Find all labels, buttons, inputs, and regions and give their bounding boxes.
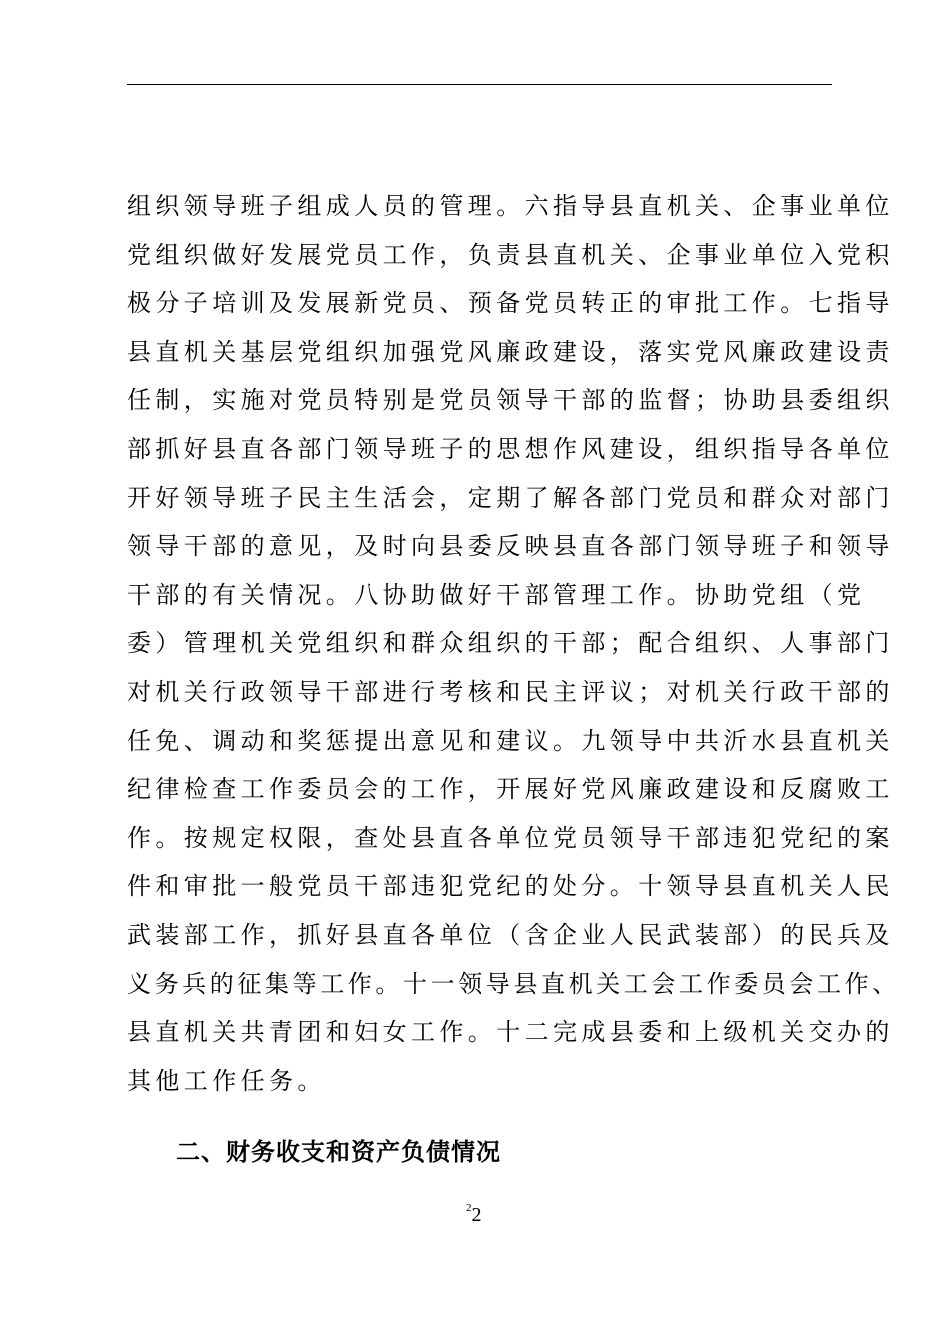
text-line: 其他工作任务。: [127, 1066, 326, 1095]
text-line: 组织领导班子组成人员的管理。六指导县直机关、企事业单位: [127, 192, 894, 220]
body-paragraph: [127, 182, 900, 1105]
text-line: 开好领导班子民主生活会，定期了解各部门党员和群众对部门: [127, 483, 894, 512]
text-line: 委）管理机关党组织和群众组织的干部；配合组织、人事部门: [127, 629, 894, 658]
text-line: 对机关行政领导干部进行考核和民主评议；对机关行政干部的: [127, 677, 894, 706]
text-line: 义务兵的征集等工作。十一领导县直机关工会工作委员会工作、: [127, 969, 900, 998]
text-line: 县直机关基层党组织加强党风廉政建设，落实党风廉政建设责: [127, 337, 894, 366]
section-heading: 二、财务收支和资产负债情况: [176, 1138, 501, 1166]
text-line: 件和审批一般党员干部违犯党纪的处分。十领导县直机关人民: [127, 872, 894, 901]
text-line: 纪律检查工作委员会的工作，开展好党风廉政建设和反腐败工: [127, 775, 894, 804]
text-line: 干部的有关情况。八协助做好干部管理工作。协助党组（党: [127, 580, 866, 609]
text-line: 作。按规定权限，查处县直各单位党员领导干部违犯党纪的案: [127, 823, 894, 852]
text-line: 部抓好县直各部门领导班子的思想作风建设，组织指导各单位: [127, 434, 894, 463]
header-rule: [127, 84, 832, 85]
text-line: 领导干部的意见，及时向县委反映县直各部门领导班子和领导: [127, 532, 894, 561]
page-number-superscript: 2: [466, 1202, 472, 1214]
text-line: 武装部工作，抓好县直各单位（含企业人民武装部）的民兵及: [127, 920, 894, 949]
page-number: [466, 1196, 482, 1227]
text-line: 任免、调动和奖惩提出意见和建议。九领导中共沂水县直机关: [127, 726, 894, 755]
page-number-value: 2: [471, 1204, 482, 1226]
text-line: 党组织做好发展党员工作，负责县直机关、企事业单位入党积: [127, 240, 894, 269]
text-line: 县直机关共青团和妇女工作。十二完成县委和上级机关交办的: [127, 1018, 894, 1047]
text-line: 极分子培训及发展新党员、预备党员转正的审批工作。七指导: [127, 289, 894, 318]
text-line: 任制，实施对党员特别是党员领导干部的监督；协助县委组织: [127, 386, 894, 415]
